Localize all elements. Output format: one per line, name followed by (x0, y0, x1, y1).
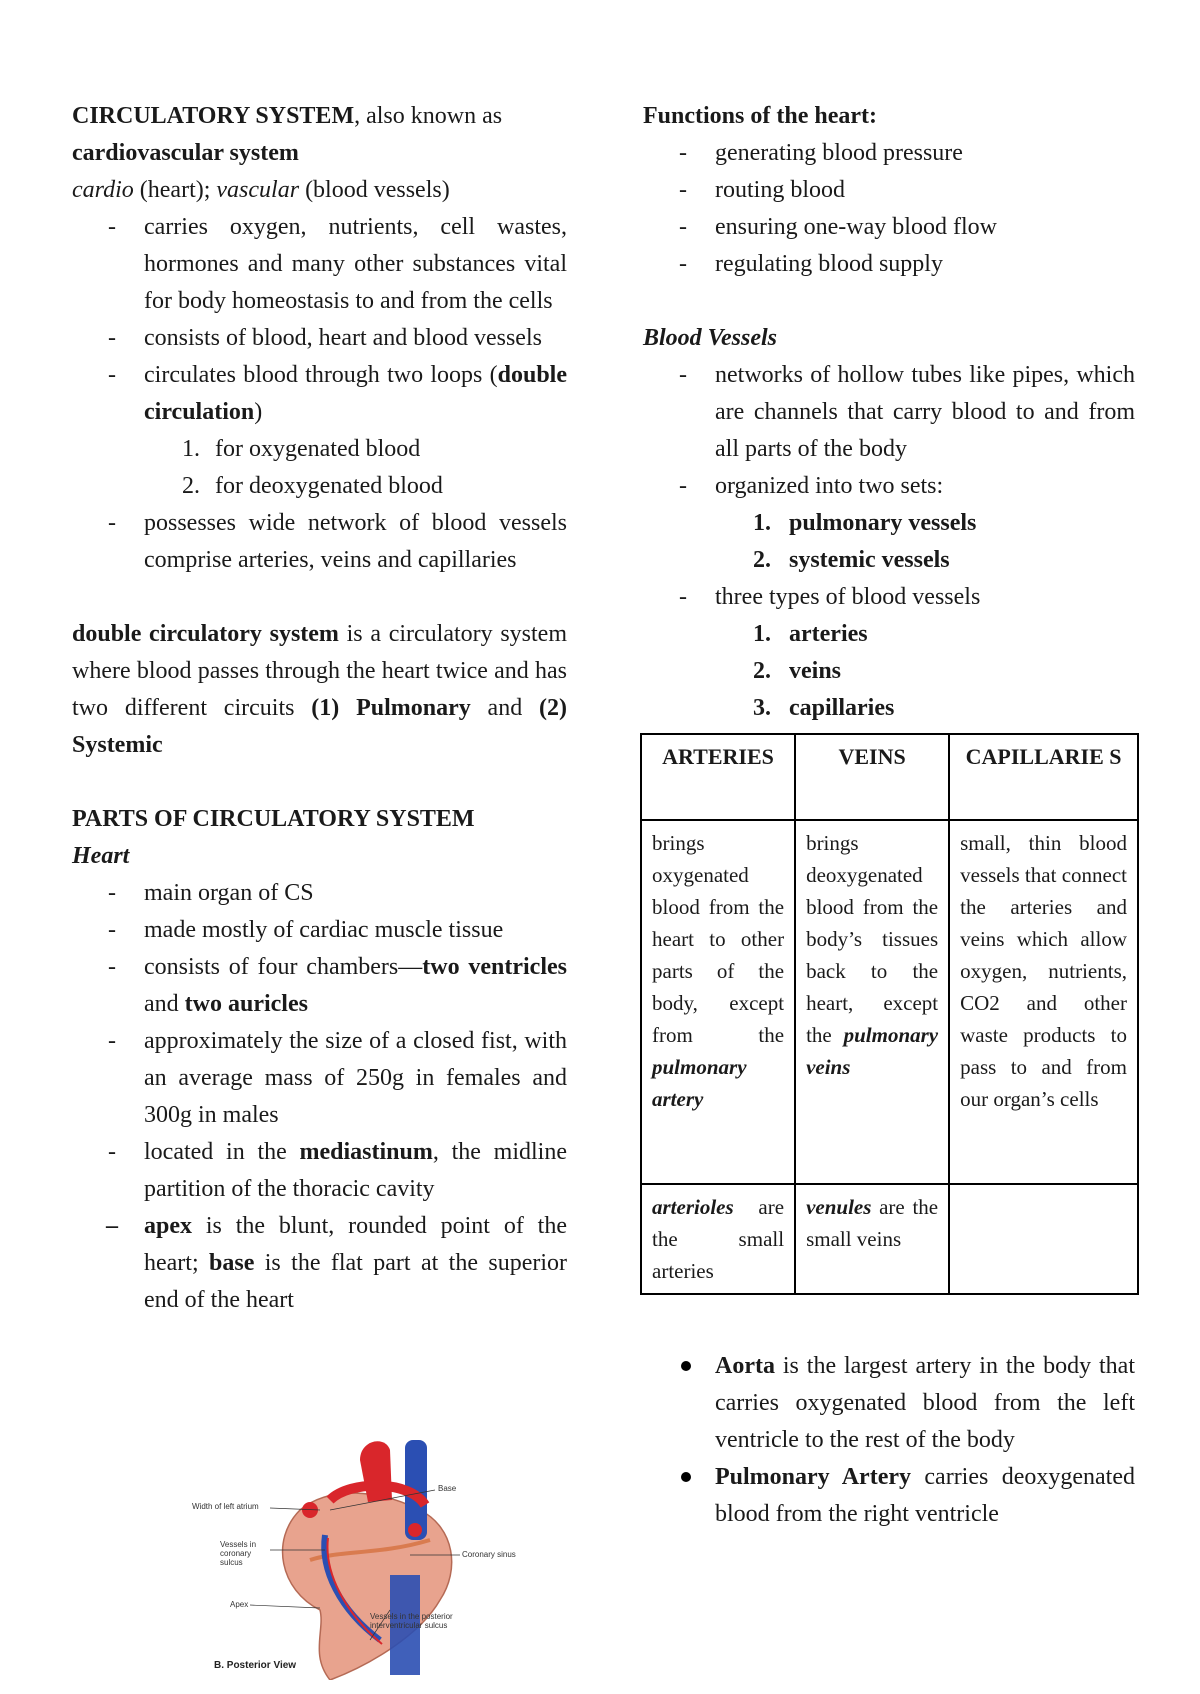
list-item: - consists of blood, heart and blood vessels (72, 320, 567, 357)
list-item: - made mostly of cardiac muscle tissue (72, 912, 567, 949)
figure-caption: B. Posterior View (214, 1660, 297, 1671)
table-cell-empty (949, 1184, 1138, 1294)
blood-vessels-list (643, 357, 1135, 505)
table-cell-venules: venules are the small veins (795, 1184, 949, 1294)
functions-list (643, 135, 1135, 283)
subheading: Heart (72, 843, 130, 869)
section-heading: Functions of the heart: (643, 103, 877, 129)
loops-list (72, 431, 567, 505)
heart-list (72, 875, 567, 1319)
list-item: Pulmonary Artery carries deoxygenated blood from the right ventricle (643, 1459, 1135, 1533)
table-header-row (641, 734, 1138, 820)
table-cell-arteries: brings oxygenated blood from the heart to other parts of the body, except from the pulmonary artery (641, 820, 795, 1184)
list-item: Aorta is the largest artery in the body that carries oxygenated blood from the left ventricle to the rest of the body (643, 1348, 1135, 1459)
list-item: - organized into two sets: (643, 468, 1135, 505)
right-column (643, 98, 1135, 727)
blood-vessel-table (640, 733, 1139, 1295)
list-item: - main organ of CS (72, 875, 567, 912)
vessel-types-list (643, 616, 1135, 727)
list-item: – apex is the blunt, rounded point of the heart; base is the flat part at the superior end of the heart (72, 1208, 567, 1319)
list-item: - circulates blood through two loops (double circulation) (72, 357, 567, 431)
label-coronary-sinus: Coronary sinus (462, 1550, 516, 1559)
list-item: 2. for deoxygenated blood (182, 473, 443, 499)
list-item: - three types of blood vessels (643, 579, 1135, 616)
header-arteries: ARTERIES (641, 734, 795, 820)
list-item: - carries oxygen, nutrients, cell wastes, hormones and many other substances vital for body homeostasis to and from the cells (72, 209, 567, 320)
list-item: 3. capillaries (753, 695, 895, 721)
vessel-sets-list (643, 505, 1135, 579)
table-row (641, 1184, 1138, 1294)
table-cell-veins: brings deoxygenated blood from the body’s tissues back to the heart, except the pulmonary veins (795, 820, 949, 1184)
heart-posterior-figure (192, 1440, 530, 1680)
header-veins: VEINS (795, 734, 949, 820)
list-item: 1. pulmonary vessels (753, 510, 977, 536)
list-item: 2. systemic vessels (753, 547, 950, 573)
label-coronary-sulcus: Vessels in coronary sulcus (220, 1540, 257, 1567)
table-row (641, 820, 1138, 1184)
list-item: 1. arteries (753, 621, 868, 647)
subheading: Blood Vessels (643, 325, 778, 351)
list-item: - located in the mediastinum, the midline partition of the thoracic cavity (72, 1134, 567, 1208)
list-item: - possesses wide network of blood vessels comprise arteries, veins and capillaries (72, 505, 567, 579)
label-posterior-sulcus: Vessels in the posterior interventricular sulcus (370, 1612, 453, 1630)
list-item: - networks of hollow tubes like pipes, which are channels that carry blood to and from all parts of the body (643, 357, 1135, 468)
list-item: - consists of four chambers—two ventricles and two auricles (72, 949, 567, 1023)
intro-list (72, 209, 567, 431)
intro-title: CIRCULATORY SYSTEM (72, 103, 355, 129)
double-circulation-paragraph: double circulatory system is a circulatory system where blood passes through the heart twice and has two different circuits (1) Pulmonary and (2) Systemic (72, 621, 568, 758)
label-apex: Apex (230, 1600, 249, 1609)
list-item: 1. for oxygenated blood (182, 436, 421, 462)
list-item: - regulating blood supply (643, 246, 1135, 283)
table-cell-capillaries: small, thin blood vessels that connect the arteries and veins which allow oxygen, nutrients, CO2 and other waste products to pass to and from our organ’s cells (949, 820, 1138, 1184)
intro-paragraph: CIRCULATORY SYSTEM, also known as (72, 103, 503, 129)
label-left-atrium: Width of left atrium (192, 1502, 259, 1511)
list-item: - approximately the size of a closed fist, with an average mass of 250g in females and 300g in males (72, 1023, 567, 1134)
list-item: 2. veins (753, 658, 842, 684)
label-base: Base (438, 1484, 457, 1493)
list-item: - ensuring one-way blood flow (643, 209, 1135, 246)
list-item: - generating blood pressure (643, 135, 1135, 172)
etymology: cardio (heart); vascular (blood vessels) (72, 177, 450, 203)
section-heading: PARTS OF CIRCULATORY SYSTEM (72, 806, 475, 832)
intro-term: cardiovascular system (72, 140, 299, 166)
list-item: - routing blood (643, 172, 1135, 209)
table-cell-arterioles: arterioles are the small arteries (641, 1184, 795, 1294)
left-column (72, 98, 567, 1319)
header-capillaries: CAPILLARIE S (949, 734, 1138, 820)
artery-notes-list (643, 1348, 1135, 1533)
